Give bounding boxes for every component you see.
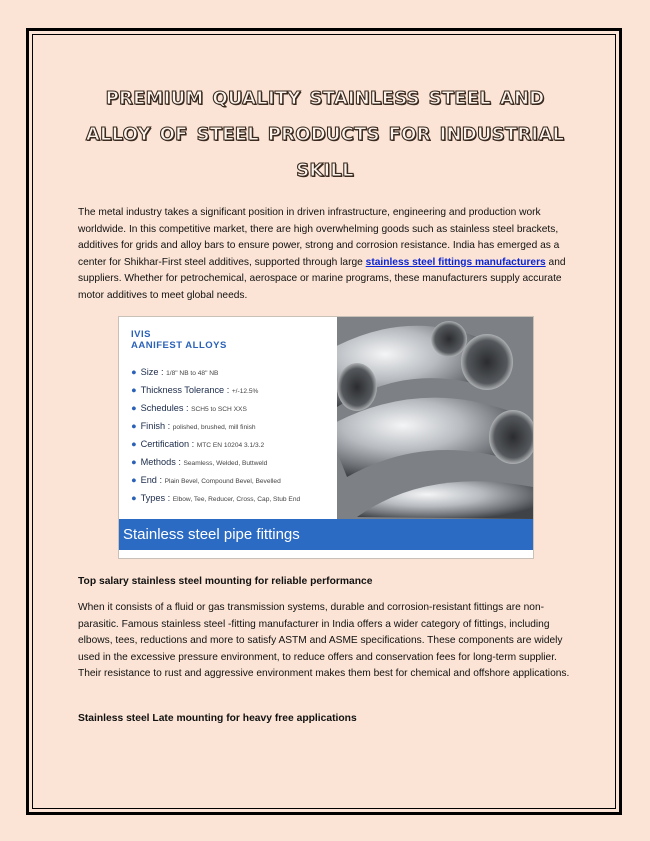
bullet-icon: ●	[131, 439, 137, 449]
spec-label: Types :	[140, 493, 173, 503]
spec-item	[131, 439, 300, 457]
elbow-opening	[431, 321, 467, 357]
spec-value: Elbow, Tee, Reducer, Cross, Cap, Stub End	[172, 496, 301, 503]
spec-item	[131, 385, 300, 403]
spec-value: MTC EN 10204 3.1/3.2	[196, 442, 265, 449]
brand-logo	[131, 329, 227, 351]
bullet-icon: ●	[131, 403, 137, 413]
fittings-manufacturers-link[interactable]: stainless steel fittings manufacturers	[365, 256, 546, 268]
bullet-icon: ●	[131, 385, 137, 395]
spec-item	[131, 403, 300, 421]
spec-list	[131, 367, 300, 511]
spec-label: Thickness Tolerance :	[140, 385, 232, 395]
bullet-icon: ●	[131, 457, 137, 467]
spec-item	[131, 475, 300, 493]
section-heading: Top salary stainless steel mounting for reliable performance	[78, 576, 373, 587]
bullet-icon: ●	[131, 493, 137, 503]
elbow-opening	[461, 334, 513, 390]
pipe-fittings-photo	[337, 317, 533, 519]
intro-text-end: and suppliers. Whether for petrochemical, aerospace or marine programs, these manufacturers supply accurate motor additives to meet global needs.	[78, 256, 566, 301]
bullet-icon: ●	[131, 475, 137, 485]
spec-item	[131, 457, 300, 475]
section-paragraph: When it consists of a fluid or gas transmission systems, durable and corrosion-resistant fittings are non-parasitic. Famous stainless steel -fitting manufacturer in India offers a wider category of fittings, including elbows, tees, reductions and more to satisfy ASTM and ASME specifications. These components are widely used in the excessive pressure environment, to reduce offers and conservation fees for long-term supplier. Their resistance to rust and aggressive environment makes them best for chemical and offshore applications.	[78, 602, 570, 679]
spec-label: End :	[140, 475, 165, 485]
spec-item	[131, 367, 300, 385]
spec-value: +/-12.5%	[231, 388, 259, 395]
intro-paragraph	[78, 205, 572, 304]
intro-text: The metal industry takes a significant position in driven infrastructure, engineering and production work worldwide. In this competitive market, there are high overwhelming goods such as stainless steel brackets, additives for grids and alloy bars to ensure power, strong and corrosion resistance. India has emerged as a center for Shikhar-First steel additives, supported through large	[78, 207, 560, 268]
spec-value: SCH5 to SCH XXS	[191, 406, 247, 413]
logo-mark: IVIS	[131, 329, 151, 340]
spec-value: Seamless, Welded, Buttweld	[183, 460, 268, 467]
logo-text: AANIFEST ALLOYS	[131, 340, 227, 351]
spec-label: Certification :	[140, 439, 197, 449]
section-heading: Stainless steel Late mounting for heavy free applications	[78, 713, 357, 724]
spec-label: Finish :	[140, 421, 173, 431]
document-content	[78, 78, 572, 724]
product-banner: Stainless steel pipe fittings	[119, 519, 533, 550]
spec-value: polished, brushed, mill finish	[172, 424, 256, 431]
spec-item	[131, 421, 300, 439]
bullet-icon: ●	[131, 367, 137, 377]
product-image	[118, 316, 534, 559]
spec-label: Methods :	[140, 457, 184, 467]
spec-value: 1/8" NB to 48" NB	[166, 370, 219, 377]
spec-item	[131, 493, 300, 511]
page-title: premium quality stainless steel and alloy of steel products for industrial skill	[85, 81, 565, 182]
bullet-icon: ●	[131, 421, 137, 431]
spec-value: Plain Bevel, Compound Bevel, Bevelled	[164, 478, 281, 485]
spec-label: Schedules :	[140, 403, 192, 413]
elbow-opening	[337, 363, 377, 411]
spec-label: Size :	[140, 367, 167, 377]
pipe-elbows-illustration	[337, 317, 533, 519]
